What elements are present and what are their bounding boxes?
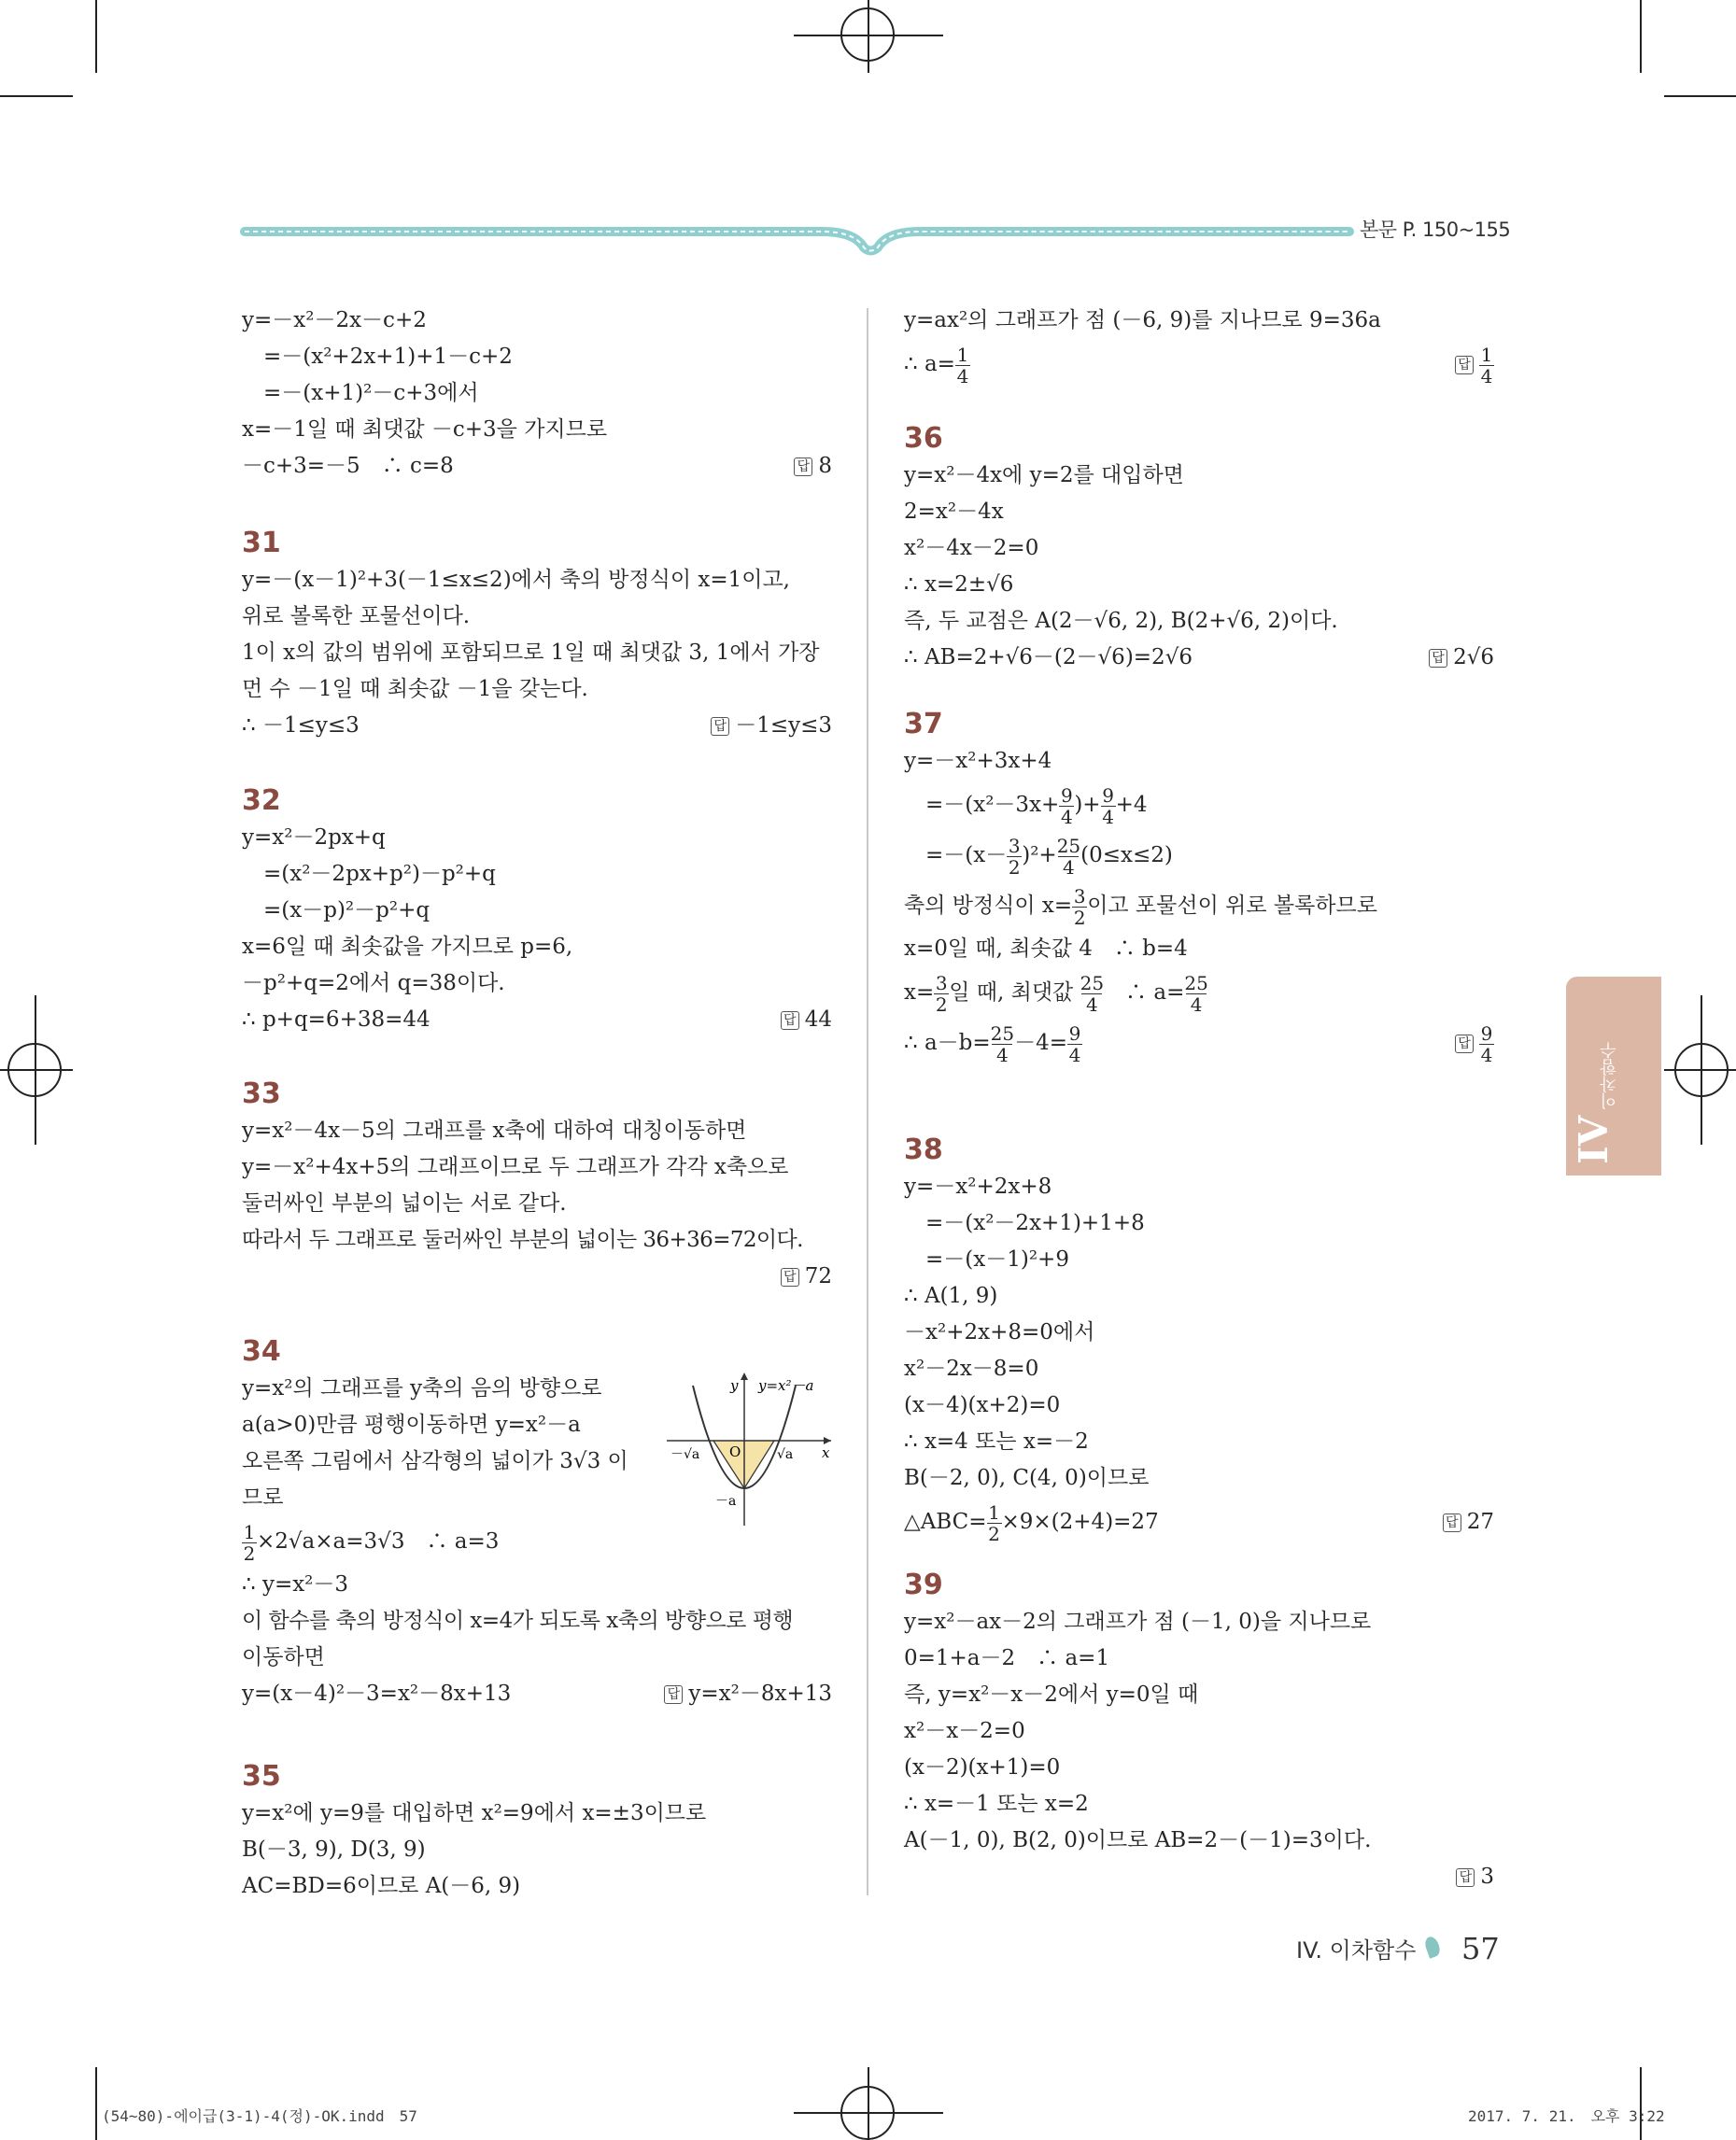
solution-text: x= — [904, 980, 935, 1005]
solution-text: =－(x－ — [904, 843, 1008, 867]
fraction-numerator: 3 — [1008, 834, 1021, 857]
fraction-denominator: 4 — [1186, 993, 1207, 1015]
fraction-denominator: 2 — [988, 1522, 1000, 1545]
y-axis-arrow — [741, 1373, 748, 1380]
solution-line — [242, 448, 832, 485]
fraction-denominator: 4 — [1480, 364, 1493, 387]
solution-text: +4 — [1115, 793, 1148, 817]
x-axis-label: x — [822, 1444, 830, 1461]
fraction-numerator: 25 — [1056, 834, 1081, 857]
problem-35 — [242, 1758, 832, 1905]
answer-value: 72 — [804, 1264, 832, 1288]
answer — [904, 1859, 1494, 1895]
fraction-numerator: 1 — [243, 1520, 256, 1543]
solution-line: x²－4x－2=0 — [904, 536, 1039, 560]
fraction — [1067, 1023, 1082, 1065]
solution-line: y=－x²－2x－c+2 — [242, 308, 427, 332]
crop-mark — [868, 2067, 869, 2140]
answer-value: 8 — [818, 454, 832, 478]
fraction — [1479, 1023, 1494, 1065]
solution-text: ∴ AB=2+√6－(2－√6)=2√6 — [904, 645, 1193, 669]
fraction-denominator: 4 — [1081, 993, 1102, 1015]
solution-line: 위로 볼록한 포물선이다. — [242, 604, 471, 628]
solution-line: y=－x²+2x+8 — [904, 1175, 1052, 1199]
fraction-numerator: 9 — [1060, 783, 1073, 807]
problem-number: 38 — [904, 1133, 943, 1166]
answer-marker: 답 — [781, 1011, 799, 1030]
solution-text: ∴ p+q=6+38=44 — [242, 1007, 430, 1032]
solution-line: =－(x²+2x+1)+1－c+2 — [242, 345, 513, 369]
solution-text: ×9×(2+4)=27 — [1001, 1510, 1159, 1534]
fraction — [934, 973, 949, 1015]
solution-line: (x－4)(x+2)=0 — [904, 1393, 1061, 1417]
fraction — [1184, 973, 1207, 1015]
problem-36 — [904, 420, 1494, 676]
crop-mark — [0, 1069, 73, 1071]
solution-line: x=6일 때 최솟값을 가지므로 p=6, — [242, 935, 573, 959]
problem-34 — [242, 1333, 832, 1712]
fraction-numerator: 3 — [935, 971, 948, 994]
fraction-numerator: 9 — [1068, 1021, 1081, 1045]
solution-line — [904, 880, 1494, 931]
solution-line: 둘러싸인 부분의 넓이는 서로 같다. — [242, 1191, 567, 1216]
crop-mark — [95, 2067, 97, 2140]
answer-value: y=x²－8x+13 — [688, 1682, 832, 1706]
solution-text: △ABC= — [904, 1510, 987, 1534]
answer — [711, 708, 832, 744]
problem-32 — [242, 782, 832, 1038]
fraction-numerator: 25 — [990, 1021, 1015, 1045]
solution-text: ×2√a×a=3√3 ∴ a=3 — [257, 1529, 500, 1554]
answer-value: 27 — [1466, 1510, 1494, 1534]
problem-35-continuation — [904, 303, 1494, 389]
fraction-numerator: 9 — [1480, 1021, 1493, 1045]
negative-root-label: －√a — [670, 1447, 700, 1462]
solution-line: 2=x²－4x — [904, 500, 1004, 524]
answer-value: 44 — [804, 1007, 832, 1032]
crop-mark — [0, 95, 73, 97]
solution-text: ∴ a－b= — [904, 1031, 991, 1055]
fraction — [1072, 886, 1087, 928]
fraction-denominator: 4 — [1480, 1043, 1493, 1066]
fraction — [991, 1023, 1014, 1065]
problem-30-continuation — [242, 303, 832, 485]
solution-line: =(x－p)²－p²+q — [242, 898, 430, 922]
solution-line: ∴ A(1, 9) — [904, 1284, 998, 1308]
solution-line: 오른쪽 그림에서 삼각형의 넓이가 3√3 이 — [242, 1449, 628, 1473]
solution-line: (x－2)(x+1)=0 — [904, 1755, 1061, 1780]
fraction — [1479, 345, 1494, 387]
solution-line: x²－x－2=0 — [904, 1719, 1025, 1743]
fraction-denominator: 4 — [956, 364, 969, 387]
fraction-denominator: 4 — [1068, 1043, 1081, 1066]
fraction — [1057, 836, 1080, 878]
solution-line: x²－2x－8=0 — [904, 1357, 1039, 1381]
answer — [1455, 1018, 1494, 1068]
answer-value: 2√6 — [1453, 645, 1494, 669]
x-axis-arrow — [824, 1437, 831, 1444]
solution-text: ∴ a= — [1104, 980, 1185, 1005]
fraction-numerator: 25 — [1184, 971, 1208, 994]
answer-value: 3 — [1480, 1865, 1494, 1889]
answer-marker: 답 — [794, 458, 812, 476]
crop-mark — [35, 995, 36, 1145]
problem-number: 37 — [904, 708, 943, 740]
positive-root-label: √a — [777, 1447, 794, 1462]
solution-line: x=－1일 때 최댓값 －c+3을 가지므로 — [242, 417, 608, 442]
solution-line: ∴ x=2±√6 — [904, 572, 1014, 597]
problem-39 — [904, 1567, 1494, 1895]
crop-mark — [868, 0, 869, 73]
solution-line — [904, 1018, 1494, 1068]
column-divider — [867, 308, 868, 1895]
solution-line: AC=BD=6이므로 A(－6, 9) — [242, 1874, 521, 1898]
answer — [781, 1002, 832, 1038]
solution-line: =－(x²－2x+1)+1+8 — [904, 1211, 1145, 1235]
solution-line: y=x²－2px+q — [242, 825, 386, 850]
solution-line: A(－1, 0), B(2, 0)이므로 AB=2－(－1)=3이다. — [904, 1828, 1372, 1852]
answer-marker: 답 — [664, 1685, 683, 1704]
solution-line: y=－(x－1)²+3(－1≤x≤2)에서 축의 방정식이 x=1이고, — [242, 568, 790, 592]
solution-line: 이동하면 — [242, 1645, 325, 1669]
chapter-side-tab — [1566, 977, 1661, 1176]
solution-line: y=x²－4x에 y=2를 대입하면 — [904, 463, 1184, 487]
solution-line: y=x²에 y=9를 대입하면 x²=9에서 x=±3이므로 — [242, 1801, 707, 1825]
crop-mark — [95, 0, 97, 73]
vertex-label: －a — [715, 1494, 737, 1509]
origin-label: O — [729, 1443, 741, 1460]
answer — [1443, 1497, 1494, 1547]
solution-line: 즉, y=x²－x－2에서 y=0일 때 — [904, 1682, 1199, 1707]
fraction-denominator: 2 — [1073, 906, 1086, 929]
answer — [242, 1259, 832, 1295]
solution-line: y=－x²+4x+5의 그래프이므로 두 그래프가 각각 x축으로 — [242, 1155, 789, 1179]
file-info: (54~80)-에이급(3-1)-4(정)-OK.indd 57 — [102, 2107, 417, 2125]
y-axis-label: y — [730, 1377, 739, 1394]
solution-line — [904, 967, 1494, 1018]
fraction-denominator: 2 — [1008, 855, 1021, 879]
fraction-denominator: 4 — [1060, 805, 1073, 828]
answer-value: －1≤y≤3 — [735, 713, 832, 738]
fraction-denominator: 4 — [1102, 805, 1114, 828]
solution-line: 먼 수 －1일 때 최솟값 －1을 갖는다. — [242, 677, 588, 701]
solution-line — [242, 1002, 832, 1038]
problem-33 — [242, 1076, 832, 1295]
solution-line: =(x²－2px+p²)－p²+q — [242, 862, 496, 886]
fraction-denominator: 4 — [992, 1044, 1012, 1065]
solution-line — [904, 1497, 1494, 1547]
answer-marker: 답 — [1455, 1035, 1474, 1053]
side-tab-roman: IV — [1571, 1115, 1616, 1164]
page-range: 본문 P. 150~155 — [1360, 218, 1511, 241]
solution-line: B(－2, 0), C(4, 0)이므로 — [904, 1466, 1150, 1490]
solution-line: y=－x²+3x+4 — [904, 749, 1052, 773]
problem-31 — [242, 525, 832, 744]
answer-marker: 답 — [1456, 1868, 1475, 1887]
solution-line: －x²+2x+8=0에서 — [904, 1320, 1095, 1345]
answer — [1455, 339, 1494, 389]
fraction — [1101, 785, 1116, 827]
problem-number: 36 — [904, 422, 943, 455]
solution-text: =－(x²－3x+ — [904, 793, 1060, 817]
solution-line — [242, 1676, 832, 1712]
fraction — [1059, 785, 1074, 827]
solution-line: －p²+q=2에서 q=38이다. — [242, 971, 505, 995]
page-number: 57 — [1461, 1931, 1500, 1966]
solution-line: 0=1+a－2 ∴ a=1 — [904, 1646, 1110, 1670]
solution-line — [904, 339, 1494, 389]
solution-text: ∴ a= — [904, 352, 955, 376]
crop-mark — [1640, 0, 1642, 73]
answer-marker: 답 — [1443, 1513, 1461, 1532]
solution-line: ∴ y=x²－3 — [242, 1572, 349, 1597]
solution-text: y=(x－4)²－3=x²－8x+13 — [242, 1682, 512, 1706]
solution-text: ∴ －1≤y≤3 — [242, 713, 360, 738]
solution-line: ∴ x=－1 또는 x=2 — [904, 1792, 1089, 1816]
problem-37 — [904, 706, 1494, 1068]
fraction — [955, 345, 970, 387]
fraction — [1007, 836, 1022, 878]
answer-marker: 답 — [1455, 356, 1474, 374]
problem-number: 31 — [242, 527, 281, 559]
solution-line — [904, 830, 1494, 880]
crop-mark — [1664, 95, 1736, 97]
fraction — [987, 1502, 1002, 1544]
solution-text: (0≤x≤2) — [1080, 843, 1173, 867]
solution-line: 따라서 두 그래프로 둘러싸인 부분의 넓이는 36+36=72이다. — [242, 1228, 803, 1252]
solution-line: ∴ x=4 또는 x=－2 — [904, 1429, 1089, 1454]
solution-line: a(a>0)만큼 평행이동하면 y=x²－a — [242, 1413, 581, 1437]
fraction-denominator: 2 — [935, 993, 948, 1016]
parabola-graph — [667, 1367, 835, 1526]
solution-line: =－(x－1)²+9 — [904, 1247, 1069, 1272]
date-info: 2017. 7. 21. 오후 3:22 — [1468, 2107, 1665, 2125]
answer-marker: 답 — [781, 1268, 799, 1287]
solution-text: －4= — [1014, 1031, 1068, 1055]
solution-text: 일 때, 최댓값 — [949, 980, 1080, 1005]
solution-line: y=ax²의 그래프가 점 (－6, 9)를 지나므로 9=36a — [904, 308, 1381, 332]
solution-line: x=0일 때, 최솟값 4 ∴ b=4 — [904, 936, 1188, 961]
solution-text: －c+3=－5 ∴ c=8 — [242, 454, 454, 478]
solution-line: 이 함수를 축의 방정식이 x=4가 되도록 x축의 방향으로 평행 — [242, 1609, 794, 1633]
solution-text: 이고 포물선이 위로 볼록하므로 — [1087, 894, 1377, 918]
curve-label: y=x²－a — [758, 1377, 814, 1394]
solution-line — [904, 780, 1494, 830]
solution-line: 즉, 두 교점은 A(2－√6, 2), B(2+√6, 2)이다. — [904, 609, 1338, 633]
leaf-icon — [1423, 1935, 1443, 1958]
fraction — [1080, 973, 1104, 1015]
answer — [1429, 640, 1494, 676]
answer-marker: 답 — [1429, 649, 1447, 668]
answer — [664, 1676, 832, 1712]
problem-38 — [904, 1132, 1494, 1547]
answer — [794, 448, 832, 485]
fraction-numerator: 3 — [1073, 884, 1086, 908]
solution-line — [242, 708, 832, 744]
solution-line: 1이 x의 값의 범위에 포함되므로 1일 때 최댓값 3, 1에서 가장 — [242, 641, 820, 665]
solution-line: =－(x+1)²－c+3에서 — [242, 381, 479, 405]
fraction — [242, 1522, 257, 1564]
solution-text: )²+ — [1022, 843, 1057, 867]
problem-number: 35 — [242, 1760, 281, 1793]
solution-line: 므로 — [242, 1485, 284, 1510]
answer-marker: 답 — [711, 717, 729, 736]
side-tab-label: 이차함수 — [1600, 1042, 1619, 1109]
crop-mark — [1640, 2067, 1642, 2140]
fraction-numerator: 1 — [988, 1500, 1000, 1524]
solution-line: y=x²－4x－5의 그래프를 x축에 대하여 대칭이동하면 — [242, 1119, 747, 1143]
fraction-numerator: 1 — [1480, 343, 1493, 366]
solution-line — [904, 640, 1494, 676]
solution-line: y=x²의 그래프를 y축의 음의 방향으로 — [242, 1376, 602, 1401]
fraction-numerator: 25 — [1080, 971, 1105, 994]
problem-number: 34 — [242, 1335, 281, 1368]
crop-mark — [1701, 995, 1702, 1145]
solution-line: B(－3, 9), D(3, 9) — [242, 1837, 426, 1862]
solution-line: y=x²－ax－2의 그래프가 점 (－1, 0)을 지나므로 — [904, 1610, 1372, 1634]
chapter-footer: IV. 이차함수 — [1296, 1937, 1417, 1964]
problem-number: 32 — [242, 784, 281, 817]
problem-number: 39 — [904, 1569, 943, 1601]
fraction-numerator: 9 — [1102, 783, 1114, 807]
fraction-numerator: 1 — [956, 343, 969, 366]
fraction-denominator: 2 — [243, 1542, 256, 1565]
solution-text: 축의 방정식이 x= — [904, 894, 1073, 918]
fraction-denominator: 4 — [1058, 856, 1079, 878]
solution-text: )+ — [1074, 793, 1101, 817]
problem-number: 33 — [242, 1077, 281, 1110]
